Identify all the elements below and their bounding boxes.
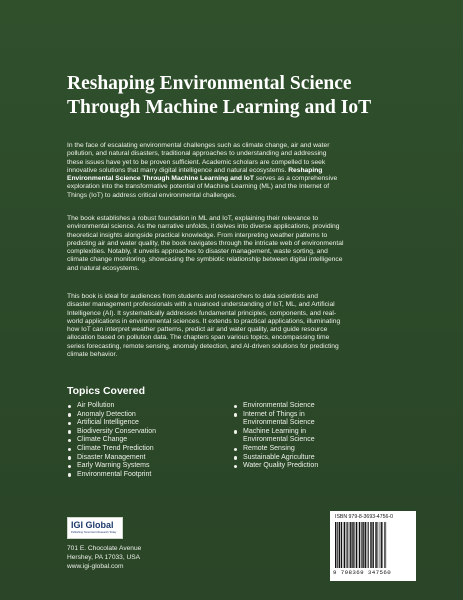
topic-text: Internet of Things in — [243, 410, 305, 418]
topic-item: Artificial Intelligence — [67, 419, 156, 428]
barcode-bar — [368, 522, 369, 568]
barcode-bar — [356, 522, 357, 568]
barcode-bar — [361, 522, 362, 568]
paragraph-line — [67, 167, 407, 175]
barcode-bar — [362, 522, 363, 568]
topic-text: Environmental Science — [243, 419, 315, 427]
paragraph-line: world applications in environmental sciences. It extends to practical applications, illuminating — [67, 317, 341, 325]
topic-text: Machine Learning in — [243, 427, 307, 435]
paragraph-line: these issues have yet to be proven sufficient. Academic scholars are compelled to seek — [67, 158, 326, 166]
publisher-address — [67, 545, 141, 571]
topic-item: Air Pollution — [67, 402, 156, 411]
barcode-bar — [359, 522, 360, 568]
barcode-bar — [375, 522, 376, 568]
barcode-bar — [354, 522, 355, 568]
topic-item: Early Warning Systems — [67, 462, 156, 471]
paragraph-line: allocation based on pollution data. The chapters span various topics, encompassing time — [67, 334, 330, 342]
barcode-bar — [352, 522, 353, 568]
topic-text: Environmental Science — [243, 436, 315, 444]
address-line: Hershey, PA 17033, USA — [67, 553, 141, 561]
topic-item: Biodiversity Conservation — [67, 428, 156, 437]
book-title-bold: Reshaping — [288, 166, 323, 174]
paragraph-line: series forecasting, remote sensing, anomaly detection, and AI-driven solutions for predicting — [67, 342, 339, 350]
topic-item: Anomaly Detection — [67, 411, 156, 420]
title-line-1: Reshaping Environmental Science — [67, 73, 352, 94]
barcode-digits: 9 798369 347560 — [333, 569, 392, 576]
topic-item: Disaster Management — [67, 454, 156, 463]
barcode-bar — [337, 522, 338, 568]
topic-item: Water Quality Prediction — [233, 462, 318, 471]
paragraph-line: and natural ecosystems. — [67, 264, 140, 272]
barcode-bar — [377, 522, 378, 568]
paragraph-line: theoretical insights alongside practical knowledge. From interpreting weather patterns to — [67, 231, 328, 239]
topics-heading: Topics Covered — [67, 385, 145, 397]
description-paragraph-2 — [67, 215, 407, 273]
paragraph-line: The book establishes a robust foundation in ML and IoT, explaining their relevance to — [67, 215, 319, 222]
publisher-logo-text: IGI Global — [71, 520, 114, 530]
topics-list-right — [233, 402, 318, 471]
barcode-bar — [367, 522, 368, 568]
barcode-bar — [381, 522, 382, 568]
topic-item: Climate Trend Prediction — [67, 445, 156, 454]
paragraph-line: This book is ideal for audiences from students and researchers to data scientists and — [67, 293, 318, 300]
book-title — [67, 72, 407, 120]
book-title-bold: Environmental Science Through Machine Learning and IoT — [67, 175, 254, 183]
paragraph-line: pollution, and natural disasters, traditional approaches to understanding and addressing — [67, 150, 327, 158]
paragraph-line: predicting air and water quality, the book navigates through the intricate web of environmental — [67, 239, 344, 247]
paragraph-line: In the face of escalating environmental challenges such as climate change, air and water — [67, 142, 330, 149]
topic-item: Remote Sensing — [233, 445, 318, 454]
publisher-logo — [67, 517, 123, 539]
topic-item: Sustainable Agriculture — [233, 454, 318, 463]
paragraph-line: how IoT can interpret weather patterns, predict air and water quality, and guide resource — [67, 326, 328, 334]
publisher-website: www.igi-global.com — [67, 562, 124, 570]
barcode-bar — [341, 522, 342, 568]
barcode-bar — [339, 522, 340, 568]
barcode-bar — [350, 522, 351, 568]
paragraph-line: disaster management professionals with a nuanced understanding of IoT, ML, and Artificial — [67, 301, 335, 309]
topic-item: Environmental Science — [233, 402, 318, 411]
barcode-bar — [347, 522, 348, 568]
topic-item — [233, 411, 318, 428]
barcode-bar — [335, 522, 336, 568]
title-line-2: Through Machine Learning and IoT — [67, 97, 372, 118]
paragraph-line: exploration into the transformative potential of Machine Learning (ML) and the Internet of — [67, 183, 330, 191]
topic-item: Climate Change — [67, 436, 156, 445]
barcode-bar — [344, 522, 345, 568]
barcode-bar — [346, 522, 347, 568]
barcode-bar — [349, 522, 350, 568]
topic-item — [233, 428, 318, 445]
barcode-bar — [380, 522, 381, 568]
barcode-bar — [370, 522, 371, 568]
publisher-logo-tagline: Publishing Tomorrow's Research Today — [71, 531, 117, 534]
barcode-bar — [372, 522, 373, 568]
paragraph-line: Things (IoT) to address critical environmental challenges. — [67, 191, 237, 199]
barcode-bar — [384, 522, 385, 568]
paragraph-line: climate change monitoring, showcasing the symbiotic relationship between digital intelligence — [67, 256, 343, 264]
paragraph-line: Intelligence (AI). It systematically addresses fundamental principles, components, and real- — [67, 309, 337, 317]
barcode-bar — [385, 522, 386, 568]
address-line: 701 E. Chocolate Avenue — [67, 545, 142, 552]
description-paragraph-1 — [67, 142, 407, 200]
paragraph-text: serves as a comprehensive — [253, 175, 338, 183]
topics-list-left — [67, 402, 156, 479]
paragraph-line: environmental science. As the narrative unfolds, it delves into diverse applications, providing — [67, 223, 340, 231]
paragraph-line — [67, 175, 407, 183]
paragraph-line: climate behavior. — [67, 351, 118, 359]
barcode-icon — [335, 522, 411, 568]
paragraph-text: innovative solutions that marry digital intelligence and natural ecosystems. — [67, 166, 287, 174]
description-paragraph-3 — [67, 293, 407, 359]
isbn-label: ISBN 979-8-3693-4756-0 — [335, 514, 393, 520]
isbn-barcode — [330, 511, 416, 581]
paragraph-line: complexities. Notably, it unveils approaches to disaster management, waste sorting, and — [67, 248, 328, 256]
topic-item: Environmental Footprint — [67, 471, 156, 480]
barcode-bar — [365, 522, 366, 568]
